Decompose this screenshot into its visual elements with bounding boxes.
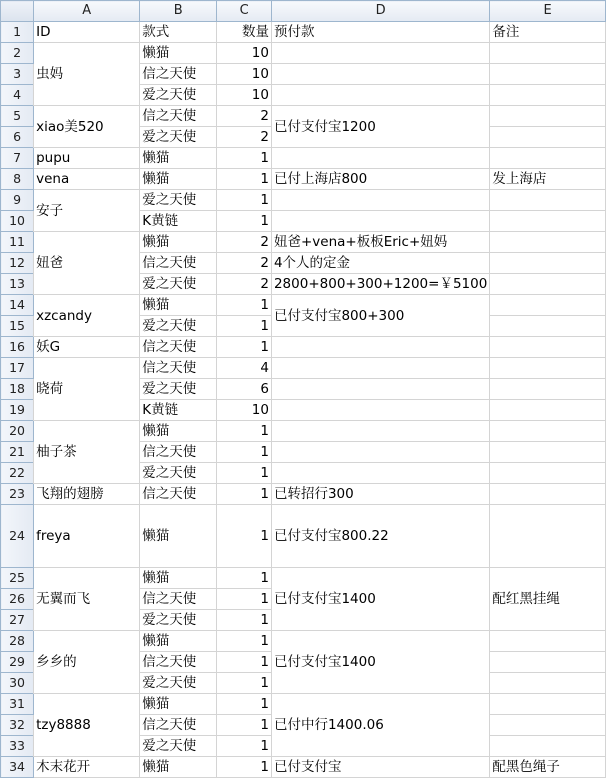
cell-e[interactable] xyxy=(490,211,606,232)
cell-d[interactable] xyxy=(271,64,489,85)
row-header[interactable]: 1 xyxy=(1,22,34,43)
cell-d[interactable] xyxy=(271,400,489,421)
row-header[interactable]: 27 xyxy=(1,610,34,631)
row-header[interactable]: 17 xyxy=(1,358,34,379)
cell-a[interactable]: 飞翔的翅膀 xyxy=(34,484,140,505)
cell-a[interactable]: 妖G xyxy=(34,337,140,358)
cell-c[interactable]: 1 xyxy=(217,694,272,715)
cell-e[interactable] xyxy=(490,106,606,127)
row-header[interactable]: 7 xyxy=(1,148,34,169)
cell-d[interactable]: 已付支付宝800+300 xyxy=(271,295,489,337)
row-header[interactable]: 15 xyxy=(1,316,34,337)
cell-e[interactable] xyxy=(490,295,606,316)
sheet-row xyxy=(1,421,606,442)
sheet-row xyxy=(1,169,606,190)
cell-e[interactable] xyxy=(490,736,606,757)
sheet-row xyxy=(1,694,606,715)
row-header[interactable]: 20 xyxy=(1,421,34,442)
cell-b[interactable]: 爱之天使 xyxy=(140,316,217,337)
cell-c[interactable]: 1 xyxy=(217,505,272,568)
cell-b[interactable]: 懒猫 xyxy=(140,232,217,253)
cell-a[interactable]: 柚子茶 xyxy=(34,421,140,484)
cell-c[interactable]: 6 xyxy=(217,379,272,400)
cell-a[interactable]: vena xyxy=(34,169,140,190)
cell-d[interactable]: 4个人的定金 xyxy=(271,253,489,274)
sheet-row xyxy=(1,631,606,652)
cell-b[interactable]: 懒猫 xyxy=(140,148,217,169)
cell-b[interactable]: 信之天使 xyxy=(140,652,217,673)
cell-d[interactable] xyxy=(271,358,489,379)
cell-c[interactable]: 1 xyxy=(217,757,272,778)
row-header[interactable]: 23 xyxy=(1,484,34,505)
cell-d[interactable]: 已付支付宝1400 xyxy=(271,568,489,631)
sheet-row xyxy=(1,484,606,505)
cell-b[interactable]: 懒猫 xyxy=(140,43,217,64)
cell-b[interactable]: K黄链 xyxy=(140,400,217,421)
cell-e[interactable]: 配红黑挂绳 xyxy=(490,568,606,631)
cell-d[interactable] xyxy=(271,337,489,358)
cell-d[interactable]: 已付中行1400.06 xyxy=(271,694,489,757)
cell-d[interactable]: 已付支付宝800.22 xyxy=(271,505,489,568)
cell-a[interactable]: pupu xyxy=(34,148,140,169)
cell-d[interactable]: 已转招行300 xyxy=(271,484,489,505)
sheet-body xyxy=(1,22,606,778)
sheet-row xyxy=(1,43,606,64)
cell-e[interactable] xyxy=(490,232,606,253)
cell-e[interactable] xyxy=(490,505,606,568)
cell-e[interactable] xyxy=(490,127,606,148)
sheet-row xyxy=(1,358,606,379)
cell-b[interactable]: 懒猫 xyxy=(140,568,217,589)
cell-e[interactable] xyxy=(490,442,606,463)
row-header[interactable]: 19 xyxy=(1,400,34,421)
cell-b[interactable]: 信之天使 xyxy=(140,442,217,463)
row-header[interactable]: 9 xyxy=(1,190,34,211)
cell-c[interactable]: 1 xyxy=(217,442,272,463)
cell-b[interactable]: 爱之天使 xyxy=(140,610,217,631)
row-header[interactable]: 22 xyxy=(1,463,34,484)
cell-d[interactable] xyxy=(271,442,489,463)
row-header[interactable]: 5 xyxy=(1,106,34,127)
cell-c[interactable]: 10 xyxy=(217,64,272,85)
cell-d[interactable]: 2800+800+300+1200=￥5100 xyxy=(271,274,489,295)
cell-e[interactable] xyxy=(490,316,606,337)
cell-c[interactable]: 1 xyxy=(217,484,272,505)
cell-b[interactable]: 懒猫 xyxy=(140,694,217,715)
cell-c[interactable]: 1 xyxy=(217,337,272,358)
cell-e[interactable] xyxy=(490,85,606,106)
cell-c[interactable]: 2 xyxy=(217,274,272,295)
cell-d[interactable]: 已付支付宝 xyxy=(271,757,489,778)
cell-b[interactable]: 爱之天使 xyxy=(140,736,217,757)
cell-d[interactable] xyxy=(271,421,489,442)
sheet-row xyxy=(1,295,606,316)
sheet-row xyxy=(1,505,606,568)
cell-e[interactable] xyxy=(490,190,606,211)
cell-a[interactable]: 无翼而飞 xyxy=(34,568,140,631)
row-header[interactable]: 6 xyxy=(1,127,34,148)
cell-c[interactable]: 2 xyxy=(217,106,272,127)
cell-b[interactable]: 信之天使 xyxy=(140,337,217,358)
cell-c[interactable]: 数量 xyxy=(217,22,272,43)
cell-c[interactable]: 1 xyxy=(217,715,272,736)
cell-b[interactable]: 爱之天使 xyxy=(140,673,217,694)
cell-d[interactable]: 预付款 xyxy=(271,22,489,43)
cell-e[interactable] xyxy=(490,484,606,505)
cell-b[interactable]: 懒猫 xyxy=(140,169,217,190)
cell-b[interactable]: K黄链 xyxy=(140,211,217,232)
cell-a[interactable]: 木末花开 xyxy=(34,757,140,778)
row-header[interactable]: 29 xyxy=(1,652,34,673)
cell-b[interactable]: 爱之天使 xyxy=(140,463,217,484)
cell-d[interactable] xyxy=(271,190,489,211)
cell-e[interactable] xyxy=(490,631,606,652)
cell-d[interactable]: 已付上海店800 xyxy=(271,169,489,190)
cell-b[interactable]: 爱之天使 xyxy=(140,379,217,400)
row-header[interactable]: 2 xyxy=(1,43,34,64)
cell-c[interactable]: 2 xyxy=(217,232,272,253)
row-header[interactable]: 14 xyxy=(1,295,34,316)
row-header[interactable]: 11 xyxy=(1,232,34,253)
cell-b[interactable]: 爱之天使 xyxy=(140,190,217,211)
row-header[interactable]: 33 xyxy=(1,736,34,757)
cell-b[interactable]: 懒猫 xyxy=(140,631,217,652)
column-header-a[interactable]: A xyxy=(34,1,140,22)
row-header[interactable]: 34 xyxy=(1,757,34,778)
cell-d[interactable] xyxy=(271,379,489,400)
cell-e[interactable] xyxy=(490,421,606,442)
cell-c[interactable]: 10 xyxy=(217,43,272,64)
sheet-row xyxy=(1,757,606,778)
sheet-row xyxy=(1,568,606,589)
row-header[interactable]: 24 xyxy=(1,505,34,568)
column-header-d[interactable]: D xyxy=(271,1,489,22)
sheet-row xyxy=(1,190,606,211)
row-header[interactable]: 32 xyxy=(1,715,34,736)
cell-c[interactable]: 1 xyxy=(217,169,272,190)
cell-e[interactable]: 配黑色绳子 xyxy=(490,757,606,778)
cell-e[interactable] xyxy=(490,43,606,64)
cell-e[interactable] xyxy=(490,148,606,169)
row-header[interactable]: 16 xyxy=(1,337,34,358)
cell-a[interactable]: ID xyxy=(34,22,140,43)
cell-b[interactable]: 信之天使 xyxy=(140,253,217,274)
row-header[interactable]: 28 xyxy=(1,631,34,652)
cell-e[interactable] xyxy=(490,694,606,715)
cell-e[interactable]: 发上海店 xyxy=(490,169,606,190)
column-header-b[interactable]: B xyxy=(140,1,217,22)
cell-c[interactable]: 1 xyxy=(217,610,272,631)
cell-c[interactable]: 1 xyxy=(217,736,272,757)
cell-c[interactable]: 1 xyxy=(217,295,272,316)
row-header[interactable]: 30 xyxy=(1,673,34,694)
sheet-row xyxy=(1,337,606,358)
cell-c[interactable]: 1 xyxy=(217,211,272,232)
cell-c[interactable]: 1 xyxy=(217,148,272,169)
row-header[interactable]: 13 xyxy=(1,274,34,295)
cell-c[interactable]: 4 xyxy=(217,358,272,379)
cell-e[interactable] xyxy=(490,64,606,85)
cell-e[interactable] xyxy=(490,715,606,736)
cell-d[interactable] xyxy=(271,148,489,169)
cell-c[interactable]: 1 xyxy=(217,589,272,610)
row-header[interactable]: 21 xyxy=(1,442,34,463)
cell-e[interactable] xyxy=(490,274,606,295)
cell-d[interactable]: 已付支付宝1400 xyxy=(271,631,489,694)
cell-e[interactable] xyxy=(490,652,606,673)
cell-c[interactable]: 1 xyxy=(217,421,272,442)
row-header[interactable]: 12 xyxy=(1,253,34,274)
cell-a[interactable]: tzy8888 xyxy=(34,694,140,757)
row-header[interactable]: 8 xyxy=(1,169,34,190)
cell-b[interactable]: 款式 xyxy=(140,22,217,43)
cell-d[interactable] xyxy=(271,211,489,232)
row-header[interactable]: 3 xyxy=(1,64,34,85)
row-header[interactable]: 31 xyxy=(1,694,34,715)
cell-e[interactable] xyxy=(490,253,606,274)
cell-c[interactable]: 1 xyxy=(217,190,272,211)
cell-e[interactable] xyxy=(490,673,606,694)
cell-d[interactable]: 妞爸+vena+板板Eric+妞妈 xyxy=(271,232,489,253)
sheet-row xyxy=(1,232,606,253)
cell-a[interactable]: freya xyxy=(34,505,140,568)
cell-b[interactable]: 懒猫 xyxy=(140,505,217,568)
row-header[interactable]: 4 xyxy=(1,85,34,106)
cell-c[interactable]: 10 xyxy=(217,400,272,421)
cell-b[interactable]: 信之天使 xyxy=(140,358,217,379)
cell-a[interactable]: xzcandy xyxy=(34,295,140,337)
cell-d[interactable] xyxy=(271,463,489,484)
row-header[interactable]: 25 xyxy=(1,568,34,589)
cell-b[interactable]: 爱之天使 xyxy=(140,127,217,148)
sheet-row xyxy=(1,22,606,43)
select-all-corner[interactable] xyxy=(1,1,34,22)
cell-e[interactable] xyxy=(490,463,606,484)
cell-c[interactable]: 1 xyxy=(217,463,272,484)
row-header[interactable]: 10 xyxy=(1,211,34,232)
cell-a[interactable]: xiao美520 xyxy=(34,106,140,148)
row-header[interactable]: 26 xyxy=(1,589,34,610)
cell-b[interactable]: 信之天使 xyxy=(140,589,217,610)
cell-d[interactable] xyxy=(271,43,489,64)
cell-b[interactable]: 信之天使 xyxy=(140,715,217,736)
cell-b[interactable]: 信之天使 xyxy=(140,106,217,127)
cell-d[interactable] xyxy=(271,85,489,106)
cell-a[interactable]: 晓荷 xyxy=(34,358,140,421)
column-header-e[interactable]: E xyxy=(490,1,606,22)
column-header-c[interactable]: C xyxy=(217,1,272,22)
sheet-row xyxy=(1,106,606,127)
cell-c[interactable]: 2 xyxy=(217,253,272,274)
cell-c[interactable]: 1 xyxy=(217,652,272,673)
cell-b[interactable]: 信之天使 xyxy=(140,484,217,505)
cell-d[interactable]: 已付支付宝1200 xyxy=(271,106,489,148)
cell-a[interactable]: 虫妈 xyxy=(34,43,140,106)
cell-a[interactable]: 妞爸 xyxy=(34,232,140,295)
cell-c[interactable]: 1 xyxy=(217,673,272,694)
cell-b[interactable]: 信之天使 xyxy=(140,64,217,85)
cell-a[interactable]: 安子 xyxy=(34,190,140,232)
cell-e[interactable] xyxy=(490,379,606,400)
cell-c[interactable]: 2 xyxy=(217,127,272,148)
cell-a[interactable]: 乡乡的 xyxy=(34,631,140,694)
cell-e[interactable] xyxy=(490,400,606,421)
cell-c[interactable]: 10 xyxy=(217,85,272,106)
row-header[interactable]: 18 xyxy=(1,379,34,400)
cell-b[interactable]: 爱之天使 xyxy=(140,85,217,106)
cell-b[interactable]: 懒猫 xyxy=(140,421,217,442)
cell-c[interactable]: 1 xyxy=(217,631,272,652)
cell-b[interactable]: 爱之天使 xyxy=(140,274,217,295)
column-header-row xyxy=(1,1,606,22)
cell-b[interactable]: 懒猫 xyxy=(140,295,217,316)
sheet-row xyxy=(1,148,606,169)
cell-c[interactable]: 1 xyxy=(217,568,272,589)
cell-b[interactable]: 懒猫 xyxy=(140,757,217,778)
cell-e[interactable]: 备注 xyxy=(490,22,606,43)
cell-e[interactable] xyxy=(490,337,606,358)
cell-e[interactable] xyxy=(490,358,606,379)
cell-c[interactable]: 1 xyxy=(217,316,272,337)
